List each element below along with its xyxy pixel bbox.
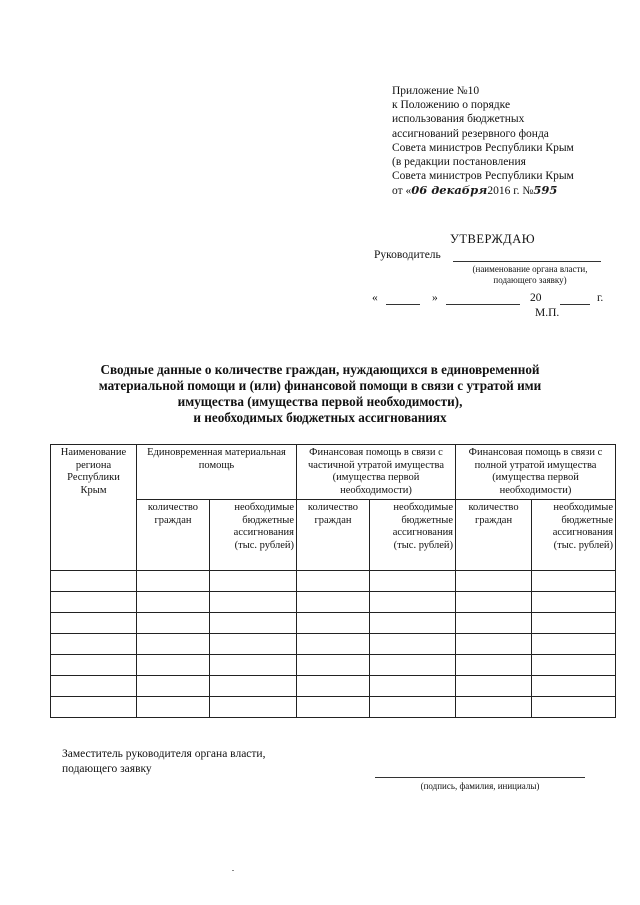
head-hint-line: (наименование органа власти, <box>472 264 588 274</box>
table-cell <box>532 592 616 613</box>
quote-close: » <box>432 292 438 304</box>
appendix-line: использования бюджетных <box>392 113 525 126</box>
table-cell <box>51 613 137 634</box>
table-row <box>51 613 616 634</box>
table-cell <box>137 697 210 718</box>
table-cell <box>532 571 616 592</box>
table-cell <box>456 592 532 613</box>
table-cell <box>456 634 532 655</box>
table-cell <box>297 571 370 592</box>
table-cell <box>532 634 616 655</box>
table-header-row <box>51 445 616 500</box>
head-signature-line <box>453 261 601 262</box>
appendix-block <box>392 84 632 199</box>
table-row <box>51 697 616 718</box>
head-hint <box>445 264 615 285</box>
table-cell <box>297 634 370 655</box>
table-cell <box>370 655 456 676</box>
year-blank <box>560 304 590 305</box>
appendix-line: Приложение №10 <box>392 85 480 97</box>
table-cell <box>370 676 456 697</box>
group-full-loss-header: Финансовая помощь в связи с полной утратой имущества (имущества первой необходимости) <box>456 445 616 500</box>
table-cell <box>370 697 456 718</box>
year-prefix: 20 <box>530 292 542 304</box>
table-cell <box>456 655 532 676</box>
table-cell <box>532 676 616 697</box>
sub-count-header: количество граждан <box>456 500 532 571</box>
table-cell <box>137 634 210 655</box>
table-cell <box>297 697 370 718</box>
table-cell <box>51 676 137 697</box>
head-label: Руководитель <box>374 249 441 261</box>
deputy-line: Заместитель руководителя органа власти, <box>62 748 266 760</box>
title-line: Сводные данные о количестве граждан, нуждающихся в единовременной <box>100 362 540 377</box>
table-cell <box>456 613 532 634</box>
table-row <box>51 676 616 697</box>
title-line: и необходимых бюджетных ассигнованиях <box>193 410 447 425</box>
scan-artifact <box>232 870 234 871</box>
table-cell <box>51 634 137 655</box>
table-cell <box>370 634 456 655</box>
day-blank <box>386 304 420 305</box>
handwritten-number: 595 <box>533 183 558 198</box>
table-cell <box>137 655 210 676</box>
col-region-header: Наименование региона Республики Крым <box>51 445 137 571</box>
table-cell <box>370 592 456 613</box>
sub-budget-header: необходимые бюджетные ассигнования (тыс. рублей) <box>210 500 297 571</box>
table-cell <box>210 613 297 634</box>
head-hint-line: подающего заявку) <box>493 274 567 285</box>
signature-hint: (подпись, фамилия, инициалы) <box>420 781 540 791</box>
date-year: 2016 г. № <box>487 185 534 198</box>
table-cell <box>51 571 137 592</box>
approval-date-row <box>372 292 612 308</box>
table-cell <box>210 676 297 697</box>
approval-title: УТВЕРЖДАЮ <box>450 232 536 246</box>
document-title <box>70 362 570 426</box>
table-row <box>51 571 616 592</box>
table-cell <box>456 697 532 718</box>
group-partial-loss-header: Финансовая помощь в связи с частичной утратой имущества (имущества первой необходимости) <box>297 445 456 500</box>
seal-mark: М.П. <box>535 307 560 319</box>
title-line: материальной помощи и (или) финансовой помощи в связи с утратой ими <box>98 378 542 393</box>
sub-count-header: количество граждан <box>137 500 210 571</box>
table-cell <box>137 613 210 634</box>
table-cell <box>370 613 456 634</box>
year-suffix: г. <box>597 292 604 304</box>
signature-line <box>375 777 585 778</box>
deputy-line: подающего заявку <box>62 762 152 775</box>
appendix-line: ассигнований резервного фонда <box>392 127 549 140</box>
month-blank <box>446 304 520 305</box>
table-cell <box>297 676 370 697</box>
sub-count-header: количество граждан <box>297 500 370 571</box>
table-cell <box>297 613 370 634</box>
table-cell <box>137 592 210 613</box>
table-cell <box>532 697 616 718</box>
handwritten-date: 06 декабря <box>411 183 488 198</box>
table-cell <box>456 571 532 592</box>
table-cell <box>51 592 137 613</box>
appendix-line: Совета министров Республики Крым <box>392 170 574 183</box>
appendix-line: Совета министров Республики Крым <box>392 141 574 154</box>
sub-budget-header: необходимые бюджетные ассигнования (тыс. рублей) <box>532 500 616 571</box>
sub-budget-header: необходимые бюджетные ассигнования (тыс. рублей) <box>370 500 456 571</box>
table-cell <box>210 634 297 655</box>
table-cell <box>210 571 297 592</box>
table-body <box>51 571 616 718</box>
summary-table <box>50 444 616 718</box>
table-cell <box>297 592 370 613</box>
date-prefix: от « <box>392 185 412 198</box>
appendix-date-line <box>392 183 632 198</box>
appendix-line: к Положению о порядке <box>392 99 511 112</box>
quote-open: « <box>372 292 378 304</box>
table-row <box>51 592 616 613</box>
table-cell <box>210 655 297 676</box>
table-cell <box>51 697 137 718</box>
appendix-line: (в редакции постановления <box>392 156 526 169</box>
table-cell <box>210 697 297 718</box>
table-cell <box>297 655 370 676</box>
table-row <box>51 655 616 676</box>
table-cell <box>532 655 616 676</box>
group-one-time-aid-header: Единовременная материальная помощь <box>137 445 297 500</box>
table-cell <box>370 571 456 592</box>
table-cell <box>532 613 616 634</box>
title-line: имущества (имущества первой необходимости), <box>177 394 463 409</box>
table-cell <box>456 676 532 697</box>
table-cell <box>51 655 137 676</box>
table-cell <box>210 592 297 613</box>
table-cell <box>137 571 210 592</box>
table-row <box>51 634 616 655</box>
table-cell <box>137 676 210 697</box>
deputy-label <box>62 747 265 776</box>
